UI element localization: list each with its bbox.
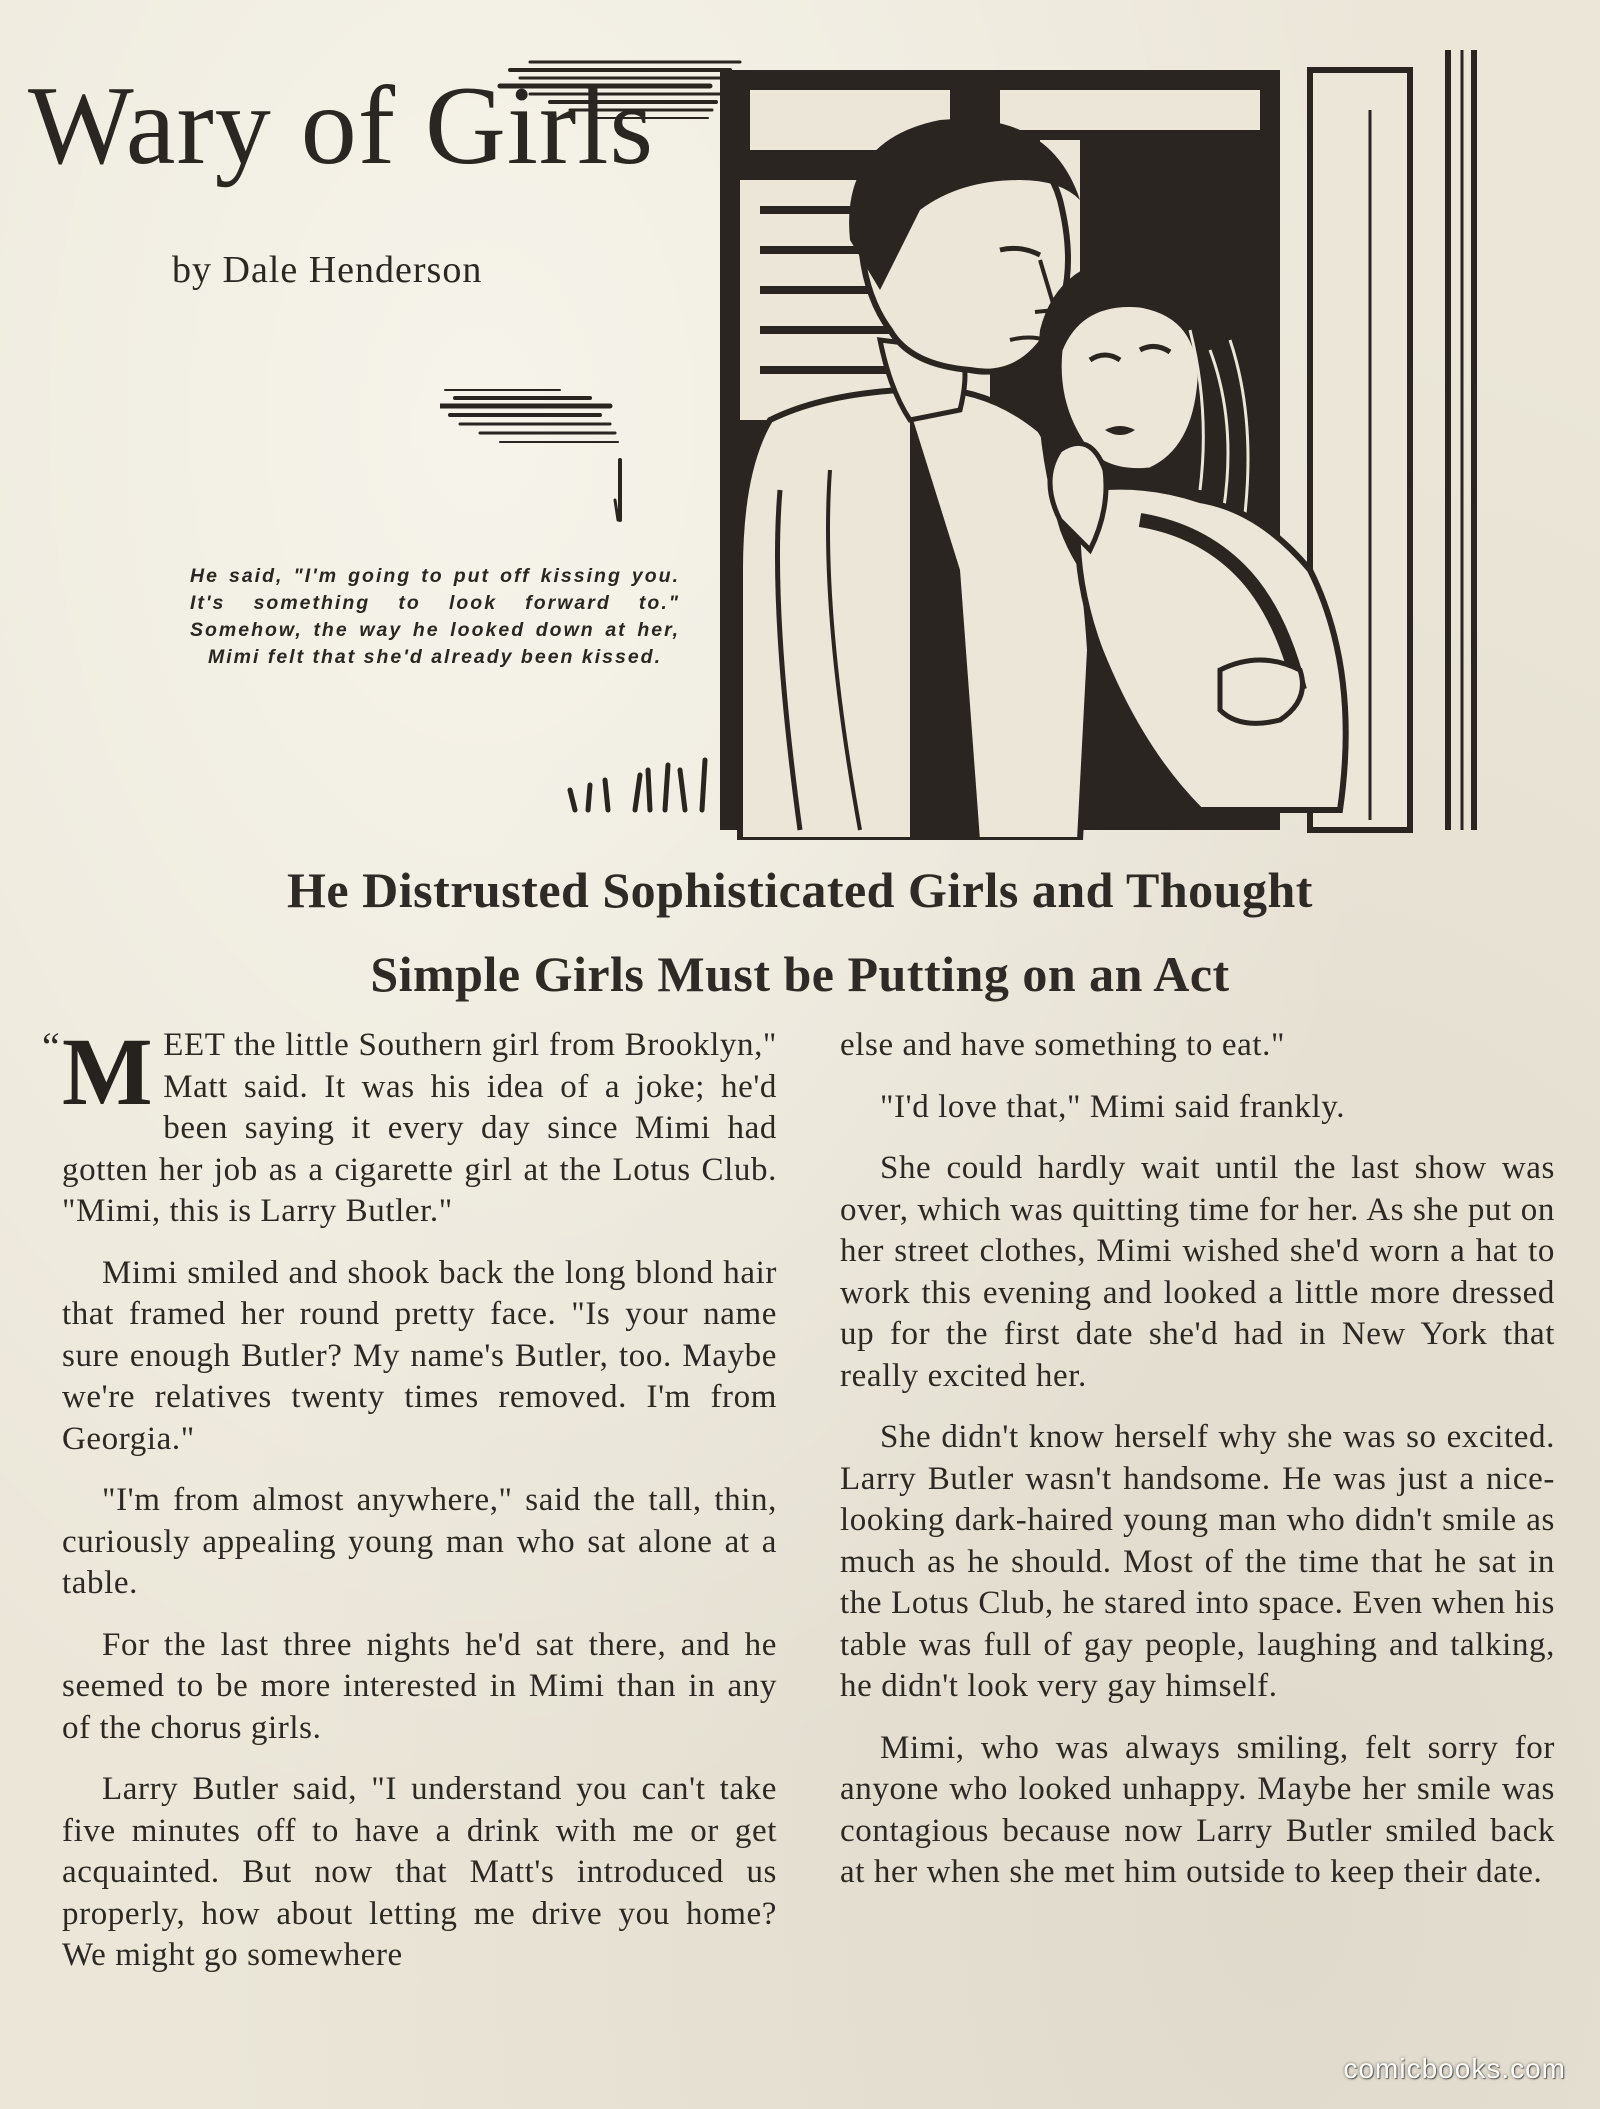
article-column-left bbox=[42, 1018, 777, 1997]
couple-embrace-illustration bbox=[440, 50, 1520, 840]
paragraph: "I'd love that," Mimi said frankly. bbox=[880, 1088, 1346, 1125]
site-watermark: comicbooks.com bbox=[1343, 2053, 1566, 2084]
paragraph: Mimi, who was always smiling, felt sorry for anyone who looked unhappy. Maybe her smile was contagious because now Larry Butler smiled back at her when she met him outside to keep their date. bbox=[840, 1729, 1555, 1890]
paragraph: else and have something to eat." bbox=[840, 1027, 1286, 1063]
paragraph bbox=[42, 1018, 777, 1233]
paragraph: She didn't know herself why she was so excited. Larry Butler wasn't handsome. He was just a nice-looking dark-haired young man who didn't smile as much as he should. Most of the time that he sat in the Lotus Club, he stared into space. Even when his table was full of gay people, laughing and talking, he didn't look very gay himself. bbox=[840, 1419, 1555, 1704]
paragraph: For the last three nights he'd sat there, and he seemed to be more interested in Mimi than in any of the chorus girls. bbox=[62, 1626, 777, 1746]
article-subhead bbox=[100, 848, 1500, 1016]
grass-tufts bbox=[570, 760, 705, 810]
article-title: Wary of Girls bbox=[28, 64, 655, 188]
article-byline: by Dale Henderson bbox=[172, 249, 483, 291]
dropcap-letter: M bbox=[62, 1018, 154, 1125]
paragraph: Mimi smiled and shook back the long blond hair that framed her round pretty face. "Is your name sure enough Butler? My name's Butler, too. Maybe we're relatives twenty times removed. I'm from Georgia." bbox=[62, 1254, 777, 1457]
subhead-line-2: Simple Girls Must be Putting on an Act bbox=[370, 946, 1230, 1002]
paragraph: "I'm from almost anywhere," said the tall, thin, curiously appealing young man who sat alone at a table. bbox=[62, 1482, 777, 1601]
article-column-right bbox=[840, 1025, 1555, 1914]
paragraph-text: EET the little Southern girl from Brooklyn," Matt said. It was his idea of a joke; he'd been saying it every day since Mimi had gotten her job as a cigarette girl at the Lotus Club. "Mimi, this is Larry Butler." bbox=[62, 1027, 777, 1229]
hatch-lines-top bbox=[500, 62, 740, 118]
paragraph: Larry Butler said, "I understand you can't take five minutes off to have a drink with me or get acquainted. But now that Matt's introduced us properly, how about letting me drive you home? We might go somewhere bbox=[62, 1771, 777, 1973]
subhead-line-1: He Distrusted Sophisticated Girls and Thought bbox=[287, 862, 1313, 918]
paragraph: She could hardly wait until the last show was over, which was quitting time for her. As she put on her street clothes, Mimi wished she'd worn a hat to work this evening and looked a little more dressed up for the first date she'd had in New York that really excited her. bbox=[840, 1150, 1555, 1394]
hatch-lines-middle bbox=[440, 390, 620, 520]
dropcap-quote: “ bbox=[42, 1024, 61, 1069]
illustration-caption: He said, "I'm going to put off kissing you. It's something to look forward to." Somehow, the way he looked down at her, Mimi felt that she'd already been kissed. bbox=[190, 565, 680, 668]
